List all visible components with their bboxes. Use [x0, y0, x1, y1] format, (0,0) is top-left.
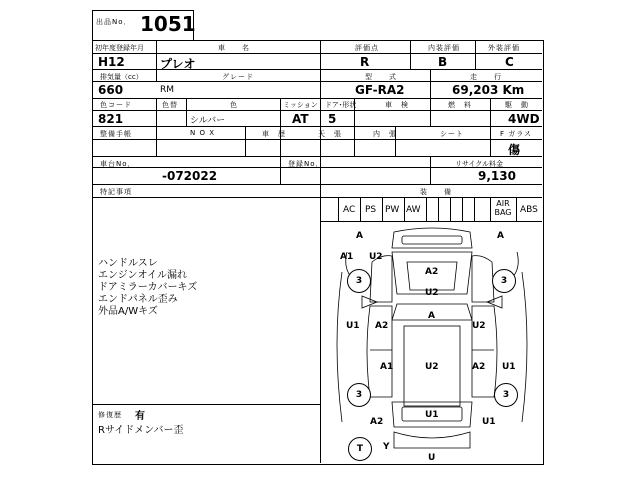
label-color-code: 色コード: [100, 101, 132, 109]
dmg-top-right-a: A: [497, 231, 504, 241]
dmg-left-rear-a1: A1: [380, 362, 394, 372]
label-nox: N O X: [190, 129, 215, 137]
wheel-rear-right: 3: [494, 383, 518, 407]
label-color: 色: [230, 101, 238, 109]
value-doors: 5: [328, 112, 337, 126]
equip-airbag: AIR BAG: [494, 199, 512, 217]
dmg-rear-u: U: [428, 453, 436, 463]
repair-note: Rサイドメンバー歪: [98, 425, 184, 436]
value-grade: RM: [160, 85, 175, 95]
label-transmission: ミッション: [283, 101, 318, 109]
label-exterior: 外装評価: [488, 44, 520, 52]
dmg-hood-a2: A2: [425, 267, 439, 277]
label-grade: グレード: [222, 73, 254, 81]
dmg-u2-tl: U2: [369, 252, 383, 262]
label-mileage: 走 行: [470, 73, 502, 81]
label-interior: 内装評価: [428, 44, 460, 52]
label-interior2: 内 張: [373, 130, 397, 138]
equip-ac: AC: [343, 205, 356, 215]
value-first-reg: H12: [98, 55, 125, 69]
value-color-code: 821: [98, 112, 124, 126]
label-notes: 特記事項: [100, 188, 132, 196]
equip-aw: AW: [406, 205, 421, 215]
label-sunroof: 天 張: [318, 130, 342, 138]
dmg-left-front-a2: A2: [375, 321, 389, 331]
label-fuel: 燃 料: [448, 101, 472, 109]
label-history: 車 歴: [262, 130, 286, 138]
label-capacity: 車 検: [385, 101, 409, 109]
label-model: 型 式: [365, 73, 397, 81]
tire-y: Y: [383, 442, 390, 452]
value-recycle: 9,130: [478, 169, 516, 183]
value-glass: 傷: [508, 143, 521, 157]
value-exterior: C: [505, 55, 514, 69]
lot-label: 出品No．: [96, 18, 132, 26]
value-displacement: 660: [98, 83, 124, 97]
dmg-a1-tl: A1: [340, 252, 354, 262]
wheel-rear-left: 3: [347, 383, 371, 407]
dmg-right-front-u2: U2: [472, 321, 486, 331]
value-mileage: 69,203 Km: [452, 83, 525, 97]
wheel-front-left: 3: [347, 269, 371, 293]
dmg-roof-u2: U2: [425, 362, 439, 372]
label-seat: シート: [440, 130, 464, 138]
value-score: R: [360, 55, 370, 69]
label-chassis: 車台No．: [100, 160, 136, 168]
dmg-right-rear-u1: U1: [502, 362, 516, 372]
car-diagram: [322, 222, 540, 462]
equip-ps: PS: [365, 205, 377, 215]
equip-pw: PW: [385, 205, 400, 215]
label-glass: F ガラス: [500, 130, 533, 138]
note-line: ハンドルスレ: [98, 258, 158, 269]
label-drive: 駆 動: [505, 101, 529, 109]
value-car-name: プレオ: [160, 57, 196, 71]
value-model: GF-RA2: [355, 83, 405, 97]
notes-list: [98, 258, 197, 318]
tire-t: T: [348, 437, 372, 461]
label-repair: 修復歴: [98, 411, 122, 419]
dmg-rear-right-u1: U1: [482, 417, 496, 427]
lot-number: 1051: [140, 12, 196, 36]
label-displacement: 排気量（cc）: [100, 73, 143, 81]
label-equipment: 装 備: [420, 188, 452, 196]
value-interior: B: [438, 55, 448, 69]
label-score: 評価点: [355, 44, 379, 52]
label-color-class: 色替: [162, 101, 178, 109]
note-line: 外品A/Wキズ: [98, 306, 158, 317]
value-drive: 4WD: [508, 112, 540, 126]
dmg-right-rear-a2: A2: [472, 362, 486, 372]
note-line: エンジンオイル漏れ: [98, 270, 187, 281]
dmg-front-a: A: [428, 311, 435, 321]
dmg-windshield-a: A: [356, 231, 363, 241]
note-line: エンドパネル歪み: [98, 294, 178, 305]
value-chassis: -072022: [162, 169, 218, 183]
value-transmission: AT: [292, 112, 309, 126]
note-line: ドアミラーカバーキズ: [98, 282, 198, 293]
dmg-rear-u1: U1: [425, 410, 439, 420]
label-first-reg: 初年度登録年月: [95, 44, 144, 52]
label-manual: 整備手帳: [100, 130, 132, 138]
value-color: シルバー: [190, 116, 226, 126]
dmg-left-front-u1: U1: [346, 321, 360, 331]
equip-abs: ABS: [520, 205, 538, 215]
wheel-front-right: 3: [492, 269, 516, 293]
label-reg-no: 登録No．: [288, 160, 324, 168]
label-recycle: リサイクル料金: [455, 160, 504, 168]
label-car-name: 車 名: [218, 44, 250, 52]
value-repair: 有: [135, 411, 145, 422]
dmg-hood-u2: U2: [425, 288, 439, 298]
label-doors: ドア･形状: [325, 101, 357, 109]
dmg-rear-left-a2: A2: [370, 417, 384, 427]
